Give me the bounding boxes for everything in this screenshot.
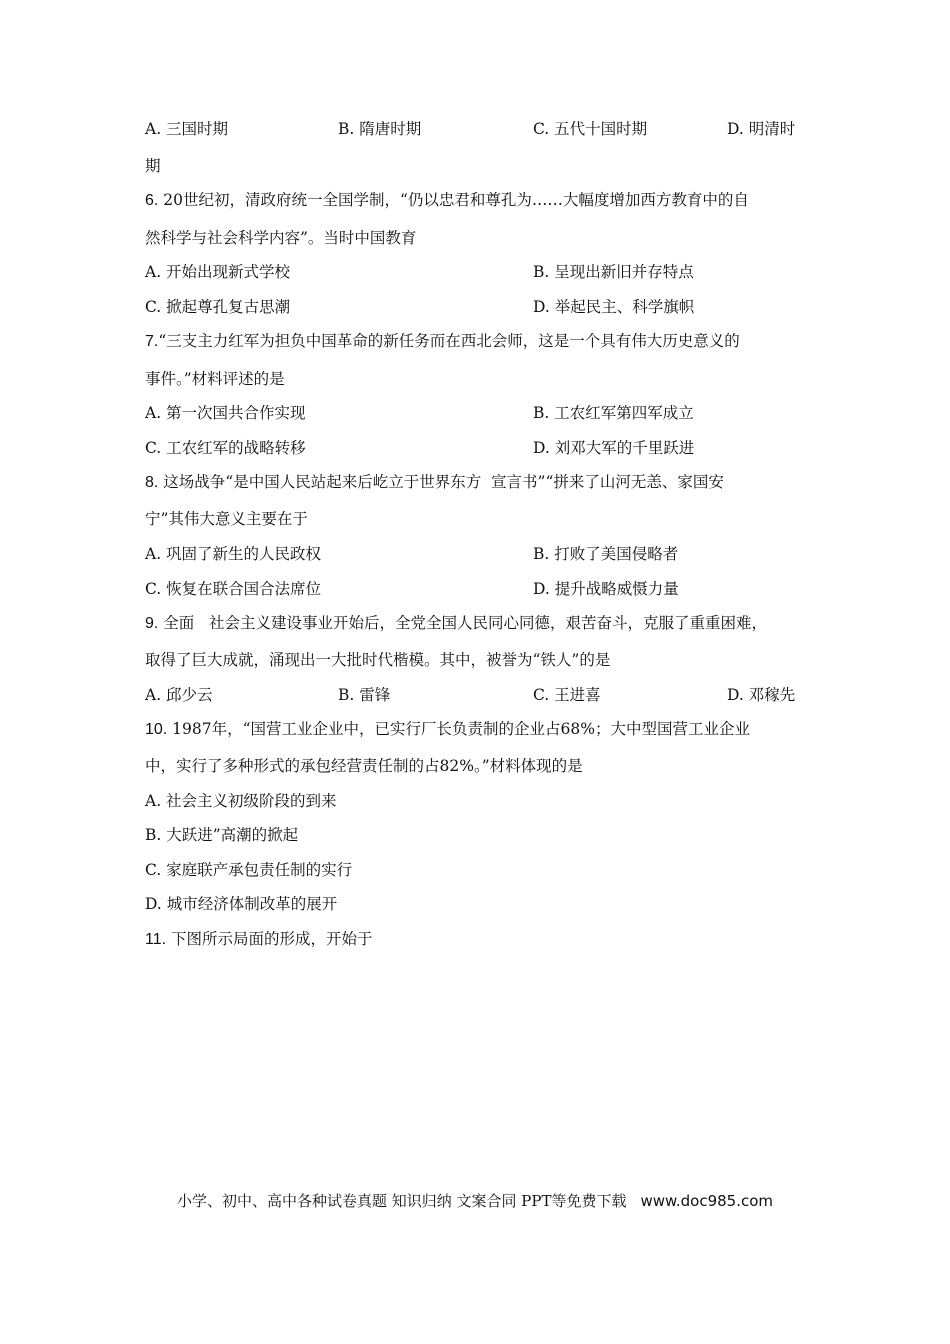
q6-option-a: A. 开始出现新式学校 bbox=[145, 263, 291, 281]
q7-stem-text: “三支主力红军为担负中国革命的新任务而在西北会师，这是一个具有伟大历史意义的 bbox=[158, 332, 740, 350]
q10-option-b: B. 大跃进”高潮的掀起 bbox=[145, 826, 299, 844]
q6-option-d: D. 举起民主、科学旗帜 bbox=[533, 298, 695, 316]
q9-option-c: C. 王进喜 bbox=[533, 686, 601, 704]
q8-stem-line2: 宁”其伟大意义主要在于 bbox=[145, 510, 308, 528]
q10-stem-text: 1987年，“国营工业企业中，已实行厂长负责制的企业占68%；大中型国营工业企业 bbox=[167, 720, 751, 738]
q7-option-a: A. 第一次国共合作实现 bbox=[145, 404, 306, 422]
q9-option-b: B. 雷锋 bbox=[338, 686, 391, 704]
q5-option-b: B. 隋唐时期 bbox=[338, 120, 422, 138]
q6-number: 6. bbox=[145, 192, 159, 209]
q8-stem-text: 这场战争“是中国人民站起来后屹立于世界东方 宣言书”“拼来了山河无恙、家国安 bbox=[158, 473, 724, 491]
q5-option-d-wrap: 期 bbox=[145, 157, 161, 175]
q11-stem-line1 bbox=[145, 929, 373, 950]
q9-stem-line1 bbox=[145, 613, 767, 634]
q7-number: 7. bbox=[145, 333, 159, 350]
q10-number: 10. bbox=[145, 721, 168, 738]
q5-option-c: C. 五代十国时期 bbox=[533, 120, 648, 138]
q11-stem-text: 下图所示局面的形成，开始于 bbox=[166, 930, 373, 948]
q10-option-a: A. 社会主义初级阶段的到来 bbox=[145, 792, 337, 810]
q8-option-d: D. 提升战略威慑力量 bbox=[533, 580, 679, 598]
q8-option-c: C. 恢复在联合国合法席位 bbox=[145, 580, 322, 598]
q8-option-a: A. 巩固了新生的人民政权 bbox=[145, 545, 322, 563]
q8-option-b: B. 打败了美国侵略者 bbox=[533, 545, 679, 563]
q11-number: 11. bbox=[145, 931, 167, 948]
q10-option-d: D. 城市经济体制改革的展开 bbox=[145, 895, 338, 913]
q9-stem-line2: 取得了巨大成就，涌现出一大批时代楷模。其中，被誉为“铁人”的是 bbox=[145, 651, 611, 669]
q10-stem-line2: 中，实行了多种形式的承包经营责任制的占82%。”材料体现的是 bbox=[145, 757, 583, 775]
q10-stem-line1 bbox=[145, 719, 750, 740]
q9-option-d: D. 邓稼先 bbox=[727, 686, 796, 704]
q7-option-c: C. 工农红军的战略转移 bbox=[145, 439, 306, 457]
q7-option-d: D. 刘邓大军的千里跃进 bbox=[533, 439, 695, 457]
q6-option-b: B. 呈现出新旧并存特点 bbox=[533, 263, 694, 281]
q6-stem-text: 20世纪初，清政府统一全国学制，“仍以忠君和尊孔为……大幅度增加西方教育中的自 bbox=[158, 191, 749, 209]
q8-stem-line1 bbox=[145, 472, 724, 493]
q8-number: 8. bbox=[145, 474, 159, 491]
q9-stem-text: 全面 社会主义建设事业开始后，全党全国人民同心同德，艰苦奋斗，克服了重重困难， bbox=[158, 614, 768, 632]
q6-option-c: C. 掀起尊孔复古思潮 bbox=[145, 298, 291, 316]
q7-stem-line2: 事件。”材料评述的是 bbox=[145, 370, 285, 388]
q9-option-a: A. 邱少云 bbox=[145, 686, 213, 704]
q5-option-d: D. 明清时 bbox=[727, 120, 796, 138]
q9-number: 9. bbox=[145, 615, 159, 632]
q10-option-c: C. 家庭联产承包责任制的实行 bbox=[145, 861, 353, 879]
q6-stem-line2: 然科学与社会科学内容”。当时中国教育 bbox=[145, 229, 417, 247]
q6-stem-line1 bbox=[145, 190, 749, 211]
q5-option-a: A. 三国时期 bbox=[145, 120, 229, 138]
q7-stem-line1 bbox=[145, 331, 740, 352]
footer-url[interactable]: www.doc985.com bbox=[640, 1192, 774, 1210]
page-footer bbox=[0, 1190, 950, 1211]
footer-text: 小学、初中、高中各种试卷真题 知识归纳 文案合同 PPT等免费下载 bbox=[176, 1192, 627, 1210]
q7-option-b: B. 工农红军第四军成立 bbox=[533, 404, 694, 422]
